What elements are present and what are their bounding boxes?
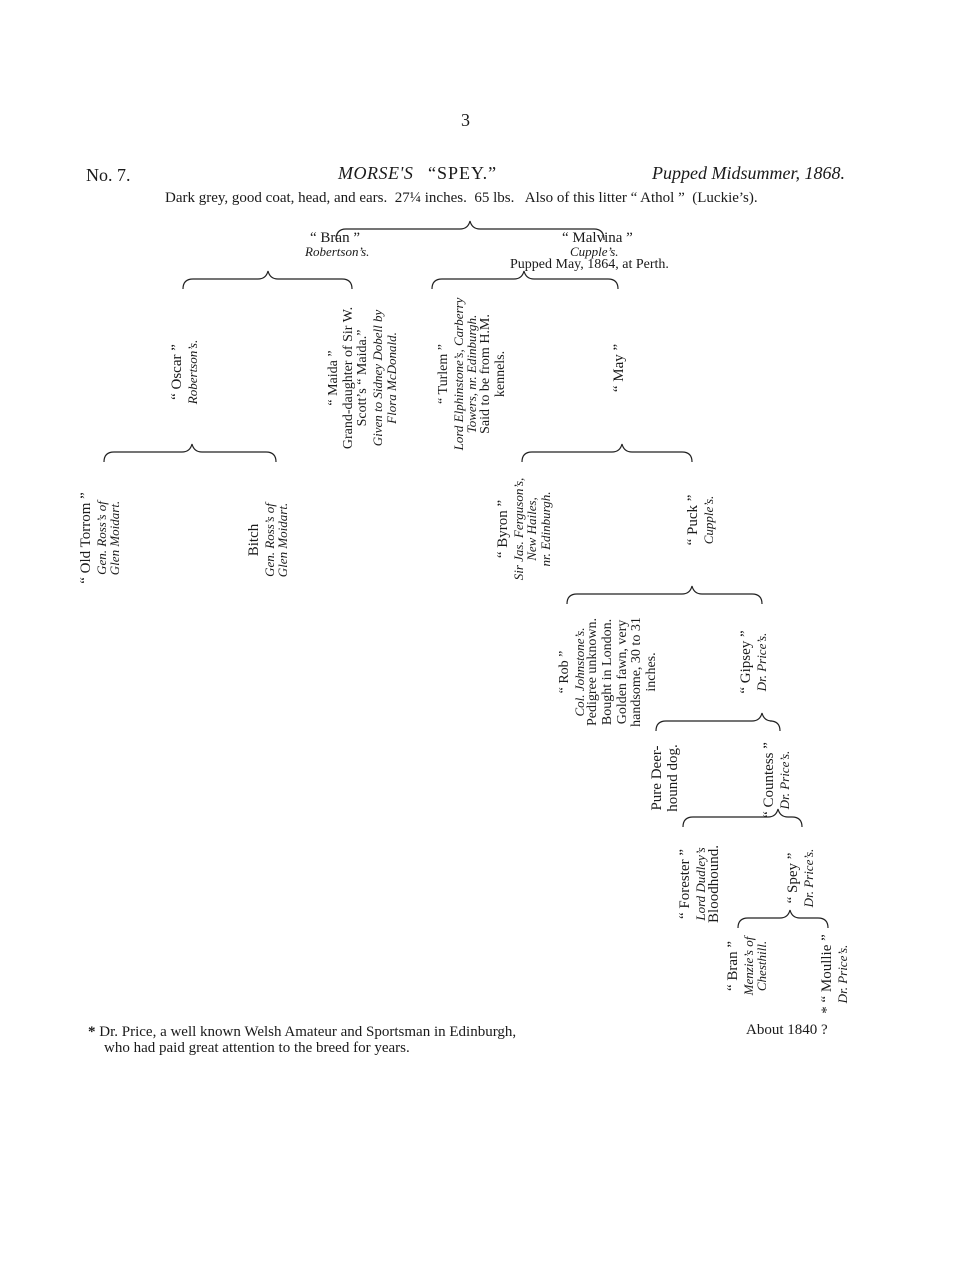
rob-line6: handsome, 30 to 31 xyxy=(629,617,645,727)
malvina-note: Pupped May, 1864, at Perth. xyxy=(510,257,669,272)
spey-name: “ Spey ” xyxy=(785,852,801,904)
bran-bottom-name: “ Bran ” xyxy=(725,941,741,991)
maida-line3: Scott’s “ Maida.” xyxy=(355,329,371,427)
bran-top-owner: Robertson’s. xyxy=(305,244,370,259)
page-number: 3 xyxy=(461,110,470,130)
brace-oscar-parents xyxy=(104,444,276,462)
may-name: “ May ” xyxy=(611,343,627,393)
title-dog-name: “SPEY.” xyxy=(428,163,498,183)
maida-name: “ Maida ” xyxy=(326,350,341,406)
bitch-line2: Gen. Ross’s of xyxy=(261,503,277,577)
spey-owner: Dr. Price’s. xyxy=(800,848,816,908)
rob-name: “ Rob ” xyxy=(557,650,572,694)
byron-line3: New Hailes, xyxy=(524,497,540,561)
moullie-name: “ Moullie ” xyxy=(819,934,835,1003)
turlem-line2: Lord Elphinstone’s, Carberry xyxy=(450,297,466,451)
maida-line2: Grand-daughter of Sir W. xyxy=(340,306,356,450)
entry-number: No. 7. xyxy=(86,165,131,185)
footnote-star: * xyxy=(88,1024,96,1040)
byron-line2: Sir Jas. Ferguson’s, xyxy=(510,477,526,581)
byron-line4: nr. Edinburgh. xyxy=(538,491,554,567)
turlem-name: “ Turlem ” xyxy=(436,344,451,404)
turlem-line3: Towers, nr. Edinburgh. xyxy=(464,314,480,434)
old-torrom-line2: Gen. Ross’s of xyxy=(93,501,109,575)
brace-spey-dam-parents xyxy=(738,910,828,928)
forester-line2: Lord Dudley’s xyxy=(692,847,708,921)
rob-line2: Col. Johnstone’s. xyxy=(571,627,587,717)
malvina-name: “ Malvina ” xyxy=(562,230,633,246)
brace-spey-parents xyxy=(336,221,604,240)
puck-name: “ Puck ” xyxy=(685,494,701,546)
brace-countess-parents xyxy=(683,809,802,827)
rob-line5: Golden fawn, very xyxy=(614,619,630,725)
maida-line5: Flora McDonald. xyxy=(383,332,399,424)
turlem-line4: Said to be from H.M. xyxy=(477,314,493,434)
oscar-owner: Robertson’s. xyxy=(184,339,200,405)
oscar-name: “ Oscar ” xyxy=(169,344,185,400)
moullie-owner: Dr. Price’s. xyxy=(834,944,850,1004)
pupped-date: Pupped Midsummer, 1868. xyxy=(652,163,845,183)
old-torrom-name: “ Old Torrom ” xyxy=(78,492,94,584)
footnote-line2: who had paid great attention to the breed for years. xyxy=(104,1040,410,1056)
byron-name: “ Byron ” xyxy=(495,499,511,559)
rob-line4: Bought in London. xyxy=(600,618,616,726)
old-torrom-line3: Glen Moidart. xyxy=(107,500,123,576)
brace-malvina-parents xyxy=(432,271,618,289)
bitch-name: Bitch xyxy=(246,523,262,557)
puck-owner: Cupple’s. xyxy=(700,495,716,545)
brace-puck-parents xyxy=(567,586,762,604)
title-owner: MORSE'S xyxy=(338,163,414,183)
bran-top-name: “ Bran ” xyxy=(310,230,360,246)
countess-name: “ Countess ” xyxy=(761,742,777,818)
maida-line4: Given to Sidney Dobell by xyxy=(370,309,386,447)
gipsey-name: “ Gipsey ” xyxy=(738,630,754,694)
bran-bottom-line3: Chesthill. xyxy=(754,940,770,992)
pure-deerhound-line2: hound dog. xyxy=(664,744,681,812)
pure-deerhound-line1: Pure Deer- xyxy=(649,745,665,811)
forester-line3: Bloodhound. xyxy=(706,845,723,923)
brace-bran-parents xyxy=(183,271,352,289)
forester-name: “ Forester ” xyxy=(677,849,693,919)
date-note: About 1840 ? xyxy=(746,1022,828,1038)
gipsey-owner: Dr. Price’s. xyxy=(753,632,769,692)
brace-may-parents xyxy=(522,444,692,462)
bitch-line3: Glen Moidart. xyxy=(275,502,291,578)
description-line: Dark grey, good coat, head, and ears. 27¼ inches. 65 lbs. Also of this litter “ Athol ” (Luckie’s). xyxy=(165,190,758,206)
brace-gipsey-parents xyxy=(656,713,780,731)
rob-line7: inches. xyxy=(644,652,660,692)
bran-bottom-line2: Menzie’s of xyxy=(740,936,756,996)
footnote-line1 xyxy=(88,1024,516,1041)
moullie-star: * xyxy=(819,1006,835,1014)
malvina-owner: Cupple’s. xyxy=(570,244,619,259)
turlem-line5: kennels. xyxy=(492,350,508,398)
countess-owner: Dr. Price’s. xyxy=(776,750,792,810)
footnote-text-1: Dr. Price, a well known Welsh Amateur and Sportsman in Edinburgh, xyxy=(99,1024,517,1040)
rob-line3: Pedigree unknown. xyxy=(585,617,601,727)
